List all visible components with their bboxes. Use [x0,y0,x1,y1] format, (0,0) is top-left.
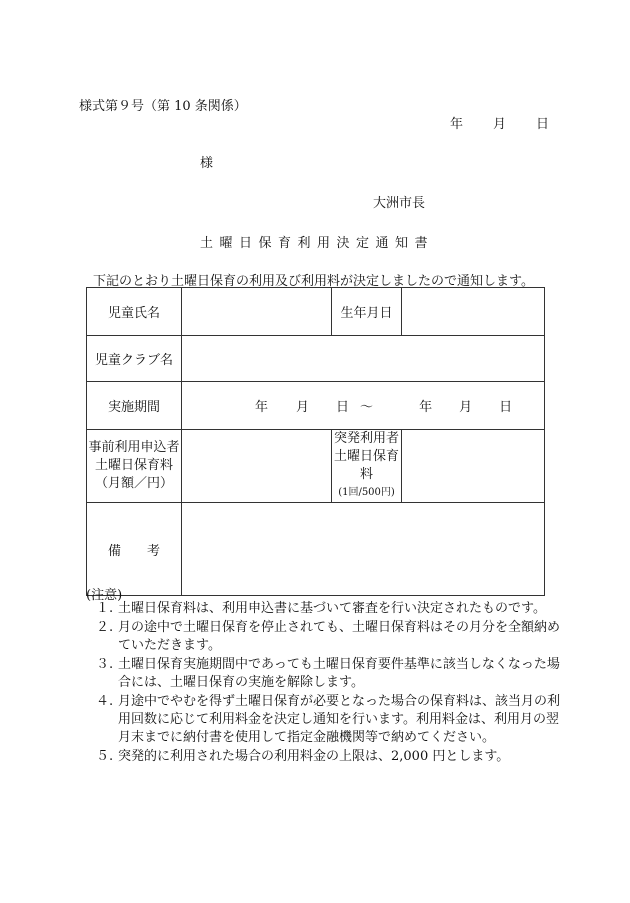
list-item [96,656,566,692]
advance-fee-label-line1: 事前利用申込者 [88,440,180,455]
remarks-field[interactable] [182,503,545,596]
notes-list [96,600,566,767]
form-number: 様式第９号（第 10 条関係） [79,99,247,114]
table-row [87,430,545,503]
issue-date [450,113,549,132]
advance-fee-label-line3: （月額／円） [94,476,173,491]
child-name-field[interactable] [182,288,332,336]
date-month-label: 月 [493,117,507,132]
list-item [96,600,566,618]
advance-fee-label [87,430,182,503]
remarks-label: 備 考 [87,503,182,596]
issuer-name: 大洲市長 [373,196,426,211]
note-number: ４. [96,694,114,709]
advance-fee-field[interactable] [182,430,332,503]
birthdate-label: 生年月日 [332,288,402,336]
sudden-fee-label-line1: 突発利用者 [333,431,399,446]
sudden-fee-label-line2: 土曜日保育料 [333,449,399,482]
sudden-fee-label [332,430,402,503]
note-text: 月途中でやむを得ず土曜日保育が必要となった場合の保育料は、該当月の利用回数に応じて利用料金を決定し通知を行います。利用料金は、利用月の翌月末までに納付書を使用して指定金融機関等で納めてください。 [118,694,561,745]
decision-table [86,287,545,596]
period-end-month: 月 [459,400,473,415]
table-row [87,382,545,430]
note-text: 突発的に利用された場合の利用料金の上限は、2,000 円とします。 [118,749,510,764]
period-end-day: 日 [499,400,513,415]
list-item [96,693,566,747]
club-name-field[interactable] [182,336,545,382]
period-end-year: 年 [419,400,433,415]
intro-text: 下記のとおり土曜日保育の利用及び利用料が決定しましたので通知します。 [93,274,534,289]
note-number: ５. [96,749,114,764]
table-row [87,336,545,382]
list-item [96,619,566,655]
table-row [87,503,545,596]
child-name-label: 児童氏名 [87,288,182,336]
sudden-fee-label-line3: (1回/500円) [338,487,395,498]
period-start-day: 日 [336,400,350,415]
date-day-label: 日 [536,117,550,132]
period-start-month: 月 [296,400,310,415]
club-name-label: 児童クラブ名 [87,336,182,382]
note-number: ３. [96,657,114,672]
notes-heading: (注意) [86,588,123,603]
period-label: 実施期間 [87,382,182,430]
birthdate-field[interactable] [402,288,545,336]
note-text: 月の途中で土曜日保育を停止されても、土曜日保育料はその月分を全額納めていただきます。 [118,620,561,653]
note-text: 土曜日保育実施期間中であっても土曜日保育要件基準に該当しなくなった場合には、土曜日保育の実施を解除します。 [118,657,560,690]
sudden-fee-field[interactable] [402,430,545,503]
note-text: 土曜日保育料は、利用申込書に基づいて審査を行い決定されたものです。 [118,601,546,616]
advance-fee-label-line2: 土曜日保育料 [94,458,173,473]
date-year-label: 年 [450,117,464,132]
period-start-year: 年 [255,400,269,415]
addressee-suffix: 様 [200,156,214,171]
table-row [87,288,545,336]
list-item [96,748,566,766]
note-number: １. [96,601,114,616]
document-title: 土曜日保育利用決定通知書 [200,236,435,251]
note-number: ２. [96,620,114,635]
period-field[interactable] [182,382,545,430]
period-tilde: ～ [360,400,374,415]
